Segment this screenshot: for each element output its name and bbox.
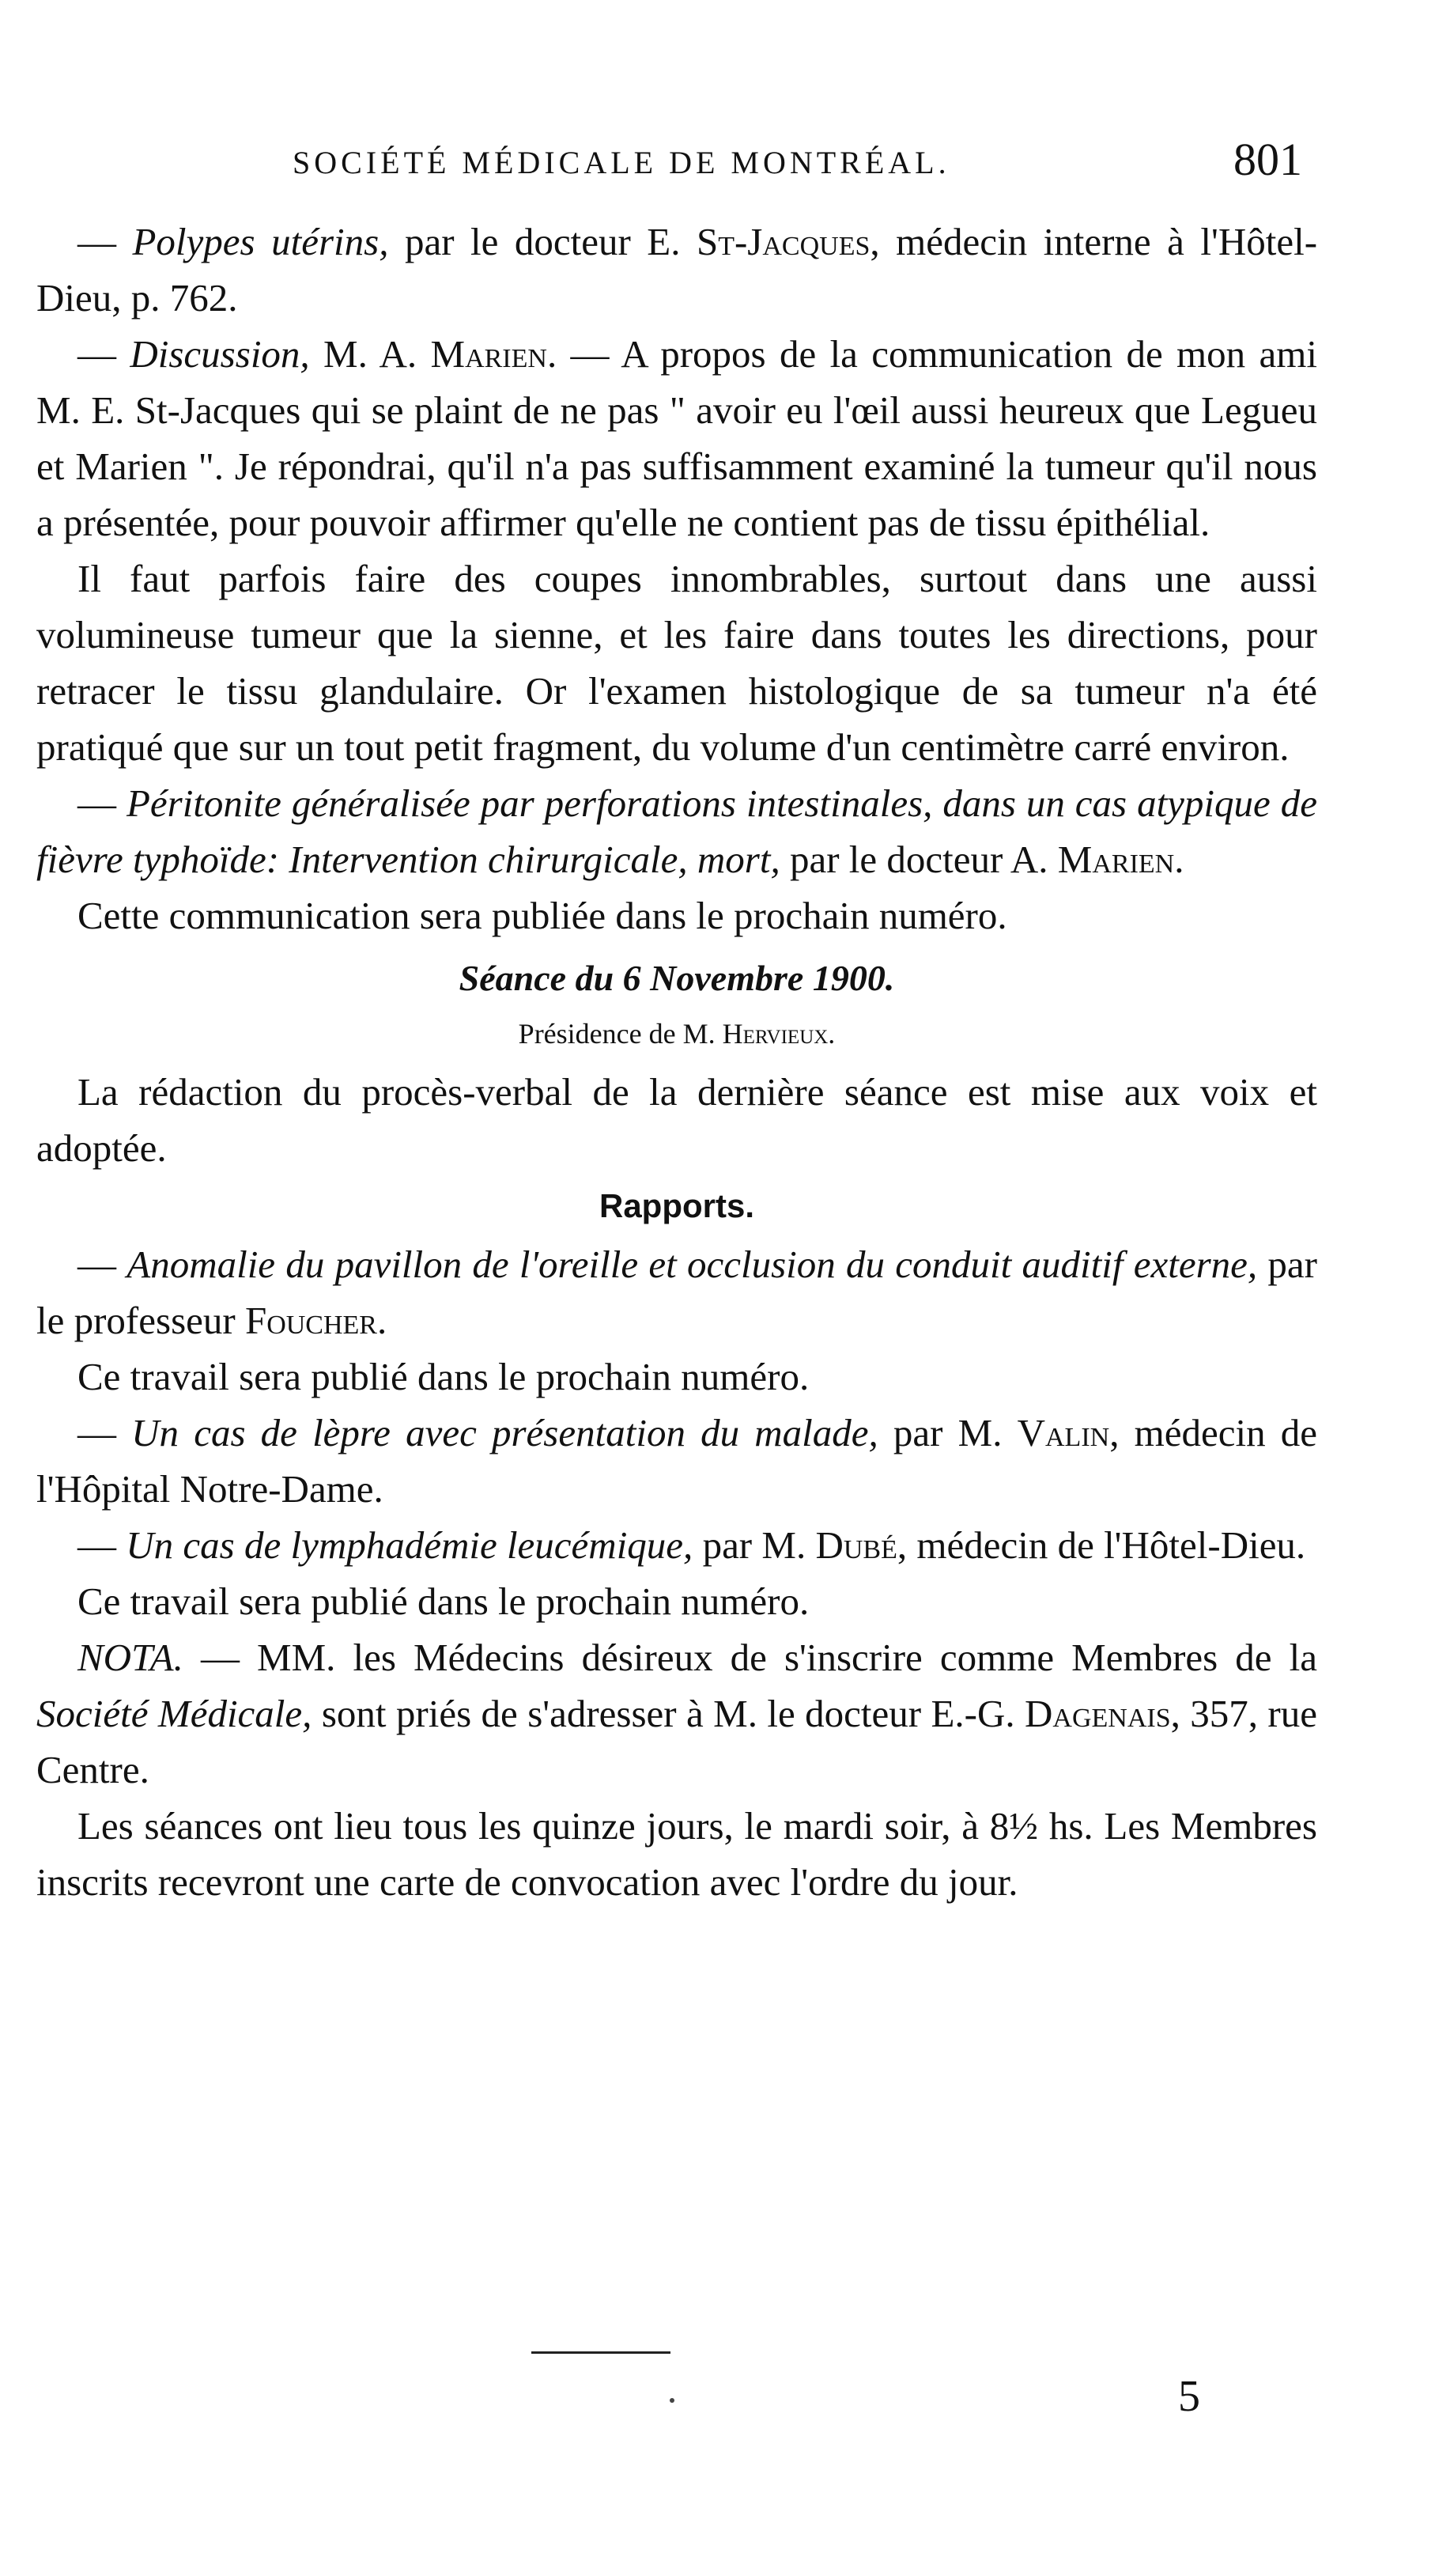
text-span: Présidence de M. xyxy=(518,1018,723,1050)
report-title: Anomalie du pavillon de l'oreille et occlusion du conduit auditif externe, xyxy=(127,1243,1258,1286)
paragraph-coupes: Il faut parfois faire des coupes innombrables, surtout dans une aussi volumineuse tumeur que la sienne, et les faire dans toutes les directions, pour retracer le tissu glandulaire. Or l'examen histologique de sa tumeur n'a été pratiqué que sur un tout petit fragment, du volume d'un centimètre carré environ. xyxy=(36,557,1317,769)
author-name: Marien. xyxy=(1057,838,1184,881)
ink-dot xyxy=(670,2398,674,2403)
speaker-name: Marien. xyxy=(430,332,557,376)
paragraph-lepre xyxy=(36,1405,1317,1517)
session-presidence xyxy=(36,1008,1317,1059)
text-span: par M. xyxy=(878,1411,1018,1454)
text-span: par M. xyxy=(693,1523,816,1567)
text-span: médecin interne à l'Hôtel-Dieu, p. 762. xyxy=(36,220,1318,320)
paragraph-publication-note: Ce travail sera publié dans le prochain numéro. xyxy=(77,1355,810,1398)
text-span: par le docteur A. xyxy=(780,838,1058,881)
nota-label: NOTA. xyxy=(77,1636,183,1679)
body-text xyxy=(36,214,1317,1910)
report-title: Un cas de lymphadémie leucémique, xyxy=(126,1523,693,1567)
running-title: SOCIÉTÉ MÉDICALE DE MONTRÉAL. xyxy=(293,145,950,180)
dash: — xyxy=(77,1243,127,1286)
society-name: Société Médicale, xyxy=(36,1692,312,1735)
paragraph-seances: Les séances ont lieu tous les quinze jours, le mardi soir, à 8½ hs. Les Membres inscrits recevront une carte de convocation avec l'ordre du jour. xyxy=(36,1804,1317,1904)
text-span: par le professeur xyxy=(36,1243,1317,1342)
paragraph-publication-note: Cette communication sera publiée dans le prochain numéro. xyxy=(77,894,1007,937)
paragraph-publication-note: Ce travail sera publié dans le prochain numéro. xyxy=(77,1579,810,1623)
report-title: Un cas de lèpre avec présentation du malade, xyxy=(131,1411,878,1454)
paragraph-anomalie xyxy=(36,1236,1317,1349)
text-span: — MM. les Médecins désireux de s'inscrire comme Membres de la xyxy=(183,1636,1317,1679)
communication-title: Péritonite généralisée par perforations intestinales, dans un cas atypique de fièvre typhoïde: Intervention chirurgicale, mort, xyxy=(36,781,1317,881)
signature-mark: 5 xyxy=(1178,2372,1200,2421)
text-span: 357, rue Centre. xyxy=(36,1692,1317,1791)
text-span: — A propos de la communication de mon ami M. E. St-Jacques qui se plaint de ne pas " avoir eu l'œil aussi heureux que Legueu et Marien ". Je répondrai, qu'il n'a pas suffisamment examiné la tumeur qu'il nous a présentée, pour pouvoir affirmer qu'elle ne contient pas de tissu épithélial. xyxy=(36,332,1317,544)
discussion-label: Discussion, xyxy=(130,332,310,376)
paragraph-polypes xyxy=(36,214,1317,326)
dash: — xyxy=(77,220,133,263)
page-number: 801 xyxy=(1233,134,1302,185)
text-span: M. A. xyxy=(309,332,431,376)
author-name: E. St-Jacques, xyxy=(647,220,880,263)
page-header xyxy=(0,133,1454,188)
text-span: médecin de l'Hôtel-Dieu. xyxy=(907,1523,1306,1567)
paragraph-lymphademie xyxy=(36,1517,1317,1573)
paragraph-proces-verbal: La rédaction du procès-verbal de la dernière séance est mise aux voix et adoptée. xyxy=(36,1070,1317,1170)
text-span: par le docteur xyxy=(388,220,648,263)
paragraph-discussion xyxy=(36,326,1317,550)
author-name: Dubé, xyxy=(815,1523,908,1567)
section-title-rapports: Rapports. xyxy=(599,1187,754,1224)
author-name: Valin, xyxy=(1017,1411,1120,1454)
text-span: médecin de l'Hôpital Notre-Dame. xyxy=(36,1411,1317,1511)
dash: — xyxy=(77,332,130,376)
president-name: Hervieux. xyxy=(722,1018,836,1050)
closing-rule xyxy=(531,2351,670,2354)
text-span: sont priés de s'adresser à M. le docteur xyxy=(312,1692,931,1735)
dash: — xyxy=(77,781,127,825)
author-name: Foucher. xyxy=(244,1299,387,1342)
communication-title: Polypes utérins, xyxy=(132,220,389,263)
paragraph-peritonite xyxy=(36,775,1317,887)
dash: — xyxy=(77,1411,132,1454)
paragraph-nota xyxy=(36,1629,1317,1798)
session-title: Séance du 6 Novembre 1900. xyxy=(459,958,895,998)
dash: — xyxy=(77,1523,127,1567)
contact-name: E.-G. Dagenais, xyxy=(931,1692,1180,1735)
